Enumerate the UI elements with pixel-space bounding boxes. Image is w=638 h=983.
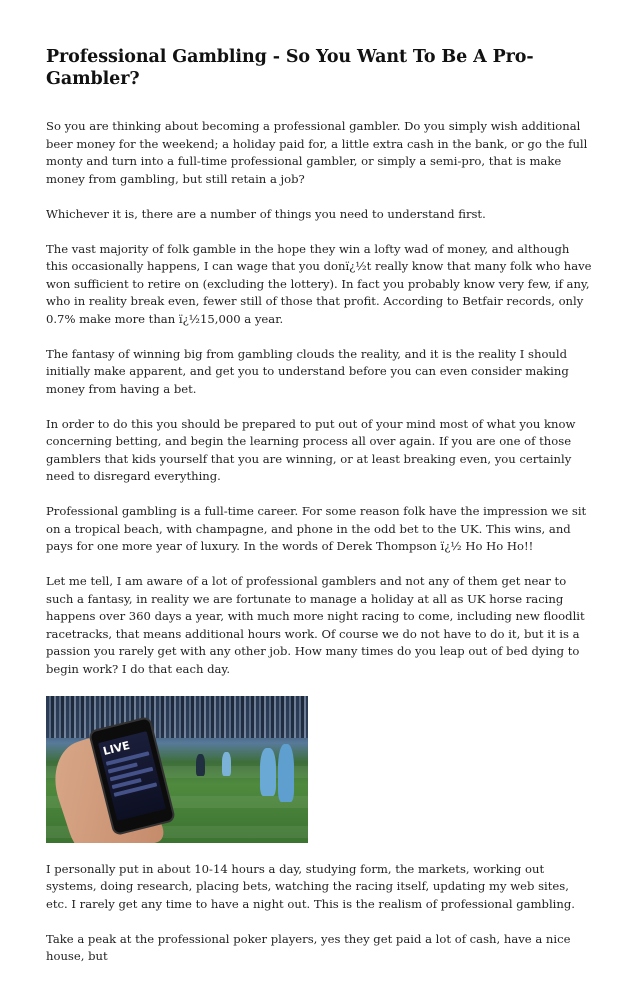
phone-screen [98,731,166,821]
live-betting-photo [46,696,308,843]
document-page [46,46,594,983]
player-figure [260,748,276,796]
paragraph: Professional gambling is a full-time career. For some reason folk have the impression we sit on a tropical beach, with champagne, and phone in the odd bet to the UK. This wins, and pays for one more year of luxury. In the words of Derek Thompson ï¿½ Ho Ho Ho!! [46,504,587,553]
player-figure [278,744,294,802]
paragraph: Take a peak at the professional poker players, yes they get paid a lot of cash, have a nice house, but [46,931,571,963]
paragraph: Whichever it is, there are a number of things you need to understand first. [46,206,486,221]
paragraph: In order to do this you should be prepared to put out of your mind most of what you know concerning betting, and begin the learning process all over again. If you are one of those gamblers that kids yourself that you are winning, or at least breaking even, you certainly need to disregard everything. [46,416,576,483]
paragraph: The fantasy of winning big from gambling clouds the reality, and it is the reality I should initially make apparent, and get you to understand before you can even consider making money from having a bet. [46,346,569,396]
live-label: LIVE [101,738,132,758]
document-title: Professional Gambling - So You Want To Be A Pro-Gambler? [46,47,534,89]
paragraph: So you are thinking about becoming a professional gambler. Do you simply wish additional beer money for the weekend; a holiday paid for, a little extra cash in the bank, or go the full monty and turn into a full-time professional gambler, or simply a semi-pro, that is make money from gambling, but still retain a job? [46,119,588,186]
paragraph: I personally put in about 10-14 hours a day, studying form, the markets, working out systems, doing research, placing bets, watching the racing itself, updating my web sites, etc. I rarely get any time to have a night out. This is the realism of professional gambling. [46,861,575,911]
paragraph: Let me tell, I am aware of a lot of professional gamblers and not any of them get near to such a fantasy, in reality we are fortunate to manage a holiday at all as UK horse racing happens over 360 days a year, with much more night racing to come, including new floodlit racetracks, that means additional hours work. Of course we do not have to do it, but it is a passion you rarely get with any other job. How many times do you leap out of bed dying to begin work? I do that each day. [46,574,585,676]
paragraph: The vast majority of folk gamble in the hope they win a lofty wad of money, and although this occasionally happens, I can wage that you donï¿½t really know that many folk who have won sufficient to retire on (excluding the lottery). In fact you probably know very few, if any, who in reality break even, fewer still of those that profit. According to Betfair records, only 0.7% make more than ï¿½15,000 a year. [46,241,592,326]
player-figure [196,754,205,776]
player-figure [222,752,231,776]
stadium-crowd [46,696,308,738]
